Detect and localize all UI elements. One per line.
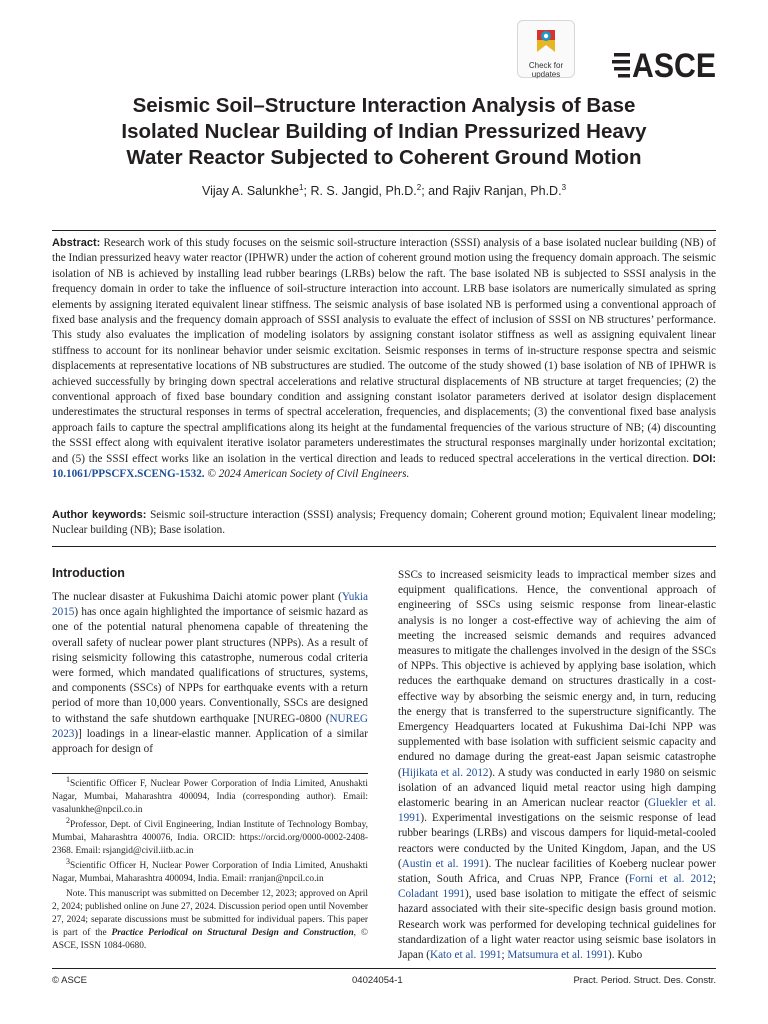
submission-note: [52, 888, 368, 953]
citation-link[interactable]: Yukia 2015: [52, 591, 368, 619]
text-run: ). A study was conducted in early 1980 on seismic isolation of an advanced liquid metal reactor using high damping elastomeric bearing in an American nuclear reactor (: [398, 766, 716, 810]
text-run: The nuclear disaster at Fukushima Daichi atomic power plant (: [52, 591, 342, 603]
text-run: )] loadings in a linear-elastic manner. Application of a similar approach for design of: [52, 727, 368, 756]
abstract-label: Abstract:: [52, 237, 101, 249]
check-for-updates-badge[interactable]: [517, 20, 575, 78]
doi-link[interactable]: 10.1061/PPSCFX.SCENG-1532.: [52, 468, 205, 481]
citation-link[interactable]: Forni et al. 2012: [628, 873, 713, 886]
citation-link[interactable]: Gluekler et al. 1991: [398, 797, 716, 825]
footer-rule: [52, 968, 716, 969]
abstract-body: Research work of this study focuses on the seismic soil-structure interaction (SSSI) analysis of a base isolated nuclear building (NB) of the Indian pressurized heavy water reactor (IPHWR) under the action of coherent ground motion using the frequency domain approach. The seismic isolation of NB is achieved by installing lead rubber bearings (LRBs) below the raft. The base isolated NB is subjected to SSSI analysis in the frequency domain in order to take the influence of soil-structure interaction into account. LRB base isolators are numerically simulated as spring elements by assigning iterated equivalent linear stiffness. The seismic analysis of base isolated NB is performed using a conventional approach of fixed base analysis and the frequency domain approach of SSSI analysis to evaluate the effect of inclusion of SSSI on NB structures’ performance. This study also evaluates the implication of modeling isolators by assigning constant isolator stiffness as well as assigning equivalent linear stiffness to account for its nonlinear behavior under seismic excitation. Seismic responses in terms of in-structure response spectra and seismic displacements at representative locations of NB substructures are studied. The outcome of the study showed (1) base isolation of NB of IPHWR is achieved successfully by bringing down spectral accelerations and relative structural displacements of NB structure at target frequencies; (2) the conventional approach of fixed base boundary condition and assigning constant isolator parameters derived at isolator design displacement underestimates the structural responses in terms of spectral acceleration, frequencies, and displacements; (3) the conventional fixed base analysis approach fails to capture the spectral amplifications along its height at the fundamental frequencies of the various structure of NB; (4) discounting the SSSI effect along with equivalent iterative isolator parameters underestimates the structural responses marginally under horizontal excitation; and (5) the SSSI effect works like an isolation in the vertical direction and leads to reduced spectral accelerations in the vertical direction.: [52, 237, 716, 465]
author-list: [64, 184, 704, 198]
text-run: ) has once again highlighted the importance of seismic hazard as one of the potential natural phenomena capable of threatening the overall safety of nuclear power plant structures (NPPs). As a result of rising seismicity following this catastrophe, numerous codal criteria were formed, which mandated qualifications of structures, systems, and components (SSCs) of NPPs for earthquake events with a return period of more than 10,000 years. Conventionally, SSCs are designed to withstand the safe shutdown earthquake [NUREG-0800 (: [52, 606, 368, 725]
abstract: [52, 236, 716, 483]
page-number: 04024054-1: [352, 975, 403, 986]
title-line-2: Isolated Nuclear Building of Indian Pressurized Heavy: [121, 120, 647, 143]
section-heading-introduction: Introduction: [52, 566, 125, 580]
asce-logo: [612, 44, 716, 85]
text-run: ). The nuclear facilities of Koeberg nuclear power station, South Africa, and Cruas NPP, France (: [398, 857, 716, 886]
footnote-text: Professor, Dept. of Civil Engineering, Indian Institute of Technology Bombay, Mumbai, Maharashtra 400076, India. ORCID: https://orcid.org/0000-0002-2408-2368. Email: rsjangid@civil.iitb.ac.in: [52, 820, 368, 856]
text-run: SSCs to increased seismicity leads to impractical member sizes and equipment qualifications. Hence, the conventional approach of engineering of SSCs using seismic response from linear-elastic analysis is no longer a cost-effective way of achieving the aim of meeting the increased seismic demands and requires advanced measures to mitigate the challenges involved in the design of the SSCs of NPPs. This objective is achieved by applying base isolation, which reduces the earthquake demand on structures drastically in a cost-effective way by absorbing the seismic energy and, in turn, reducing the energy that is transferred to the superstructure significantly. The Emergency Headquarters located at Fukushima Dai-Ichi NPP was supplemented with base isolation with sufficient seismic capacity and endured no damage during the great-east Japan seismic catastrophe (: [398, 569, 716, 779]
author-keywords: [52, 508, 716, 539]
copyright-line: © 2024 American Society of Civil Engineers.: [207, 468, 410, 481]
abstract-top-rule: [52, 230, 716, 231]
citation-link[interactable]: Coladant 1991: [398, 888, 466, 901]
note-text: Note. This manuscript was submitted on December 12, 2023; approved on April 2, 2024; published online on June 27, 2024. Discussion period open until November 27, 2024; separate discussions must be submitted for individual papers. This paper is part of the: [52, 889, 368, 938]
intro-paragraph: [52, 590, 368, 757]
footnote-2: [52, 815, 368, 858]
affiliation-mark: 3: [561, 182, 567, 192]
author-name: Vijay A. Salunkhe: [201, 184, 300, 198]
citation-link[interactable]: Kato et al. 1991: [430, 949, 502, 962]
text-run: ;: [501, 949, 508, 962]
paper-title: [64, 93, 704, 171]
body-paragraph: [398, 568, 716, 963]
footnote-mark: 1: [66, 774, 70, 784]
footnote-3: [52, 856, 368, 886]
citation-link[interactable]: Matsumura et al. 1991: [507, 949, 609, 962]
citation-link[interactable]: Hijikata et al. 2012: [401, 766, 489, 779]
doi-label: DOI:: [692, 452, 716, 465]
text-run: ), used base isolation to mitigate the effect of seismic hazard associated with their site-specific design basis ground motion. Research work was performed for developing technical guidelines for standardization of a light water reactor using seismic base isolators in Japan (: [398, 888, 716, 962]
title-line-3: Water Reactor Subjected to Coherent Ground Motion: [126, 146, 642, 169]
affiliation-mark: 2: [416, 182, 422, 192]
note-text: , © ASCE, ISSN 1084-0680.: [52, 928, 368, 951]
footnote-mark: 2: [66, 815, 70, 825]
footnote-text: Scientific Officer H, Nuclear Power Corporation of India Limited, Anushakti Nagar, Mumbai, Maharashtra 400094, India. Email: rranjan@npcil.co.in: [52, 861, 368, 884]
affiliation-mark: 1: [299, 182, 304, 192]
citation-link[interactable]: NUREG 2023: [52, 712, 368, 740]
keywords-body: Seismic soil-structure interaction (SSSI) analysis; Frequency domain; Coherent ground motion; Equivalent linear modeling; Nuclear building (NB); Base isolation.: [52, 509, 717, 537]
crossmark-icon: [533, 26, 559, 54]
footnote-rule: [52, 773, 368, 774]
text-run: ). Experimental investigations on the seismic response of lead rubber bearings (LRBs) and viscous dampers for liquid-metal-cooled reactors were conducted by the United Kingdom, Japan, and the US (: [398, 812, 716, 870]
citation-link[interactable]: Austin et al. 1991: [401, 857, 485, 870]
keywords-label: Author keywords:: [52, 509, 147, 521]
left-column: [52, 566, 368, 757]
keywords-bottom-rule: [52, 546, 716, 547]
text-run: ). Kubo: [608, 949, 643, 962]
check-updates-label: Check for updates: [528, 61, 564, 79]
title-line-1: Seismic Soil–Structure Interaction Analysis of Base: [132, 94, 636, 117]
asce-logo-text: ASCE: [632, 47, 716, 85]
journal-name: Practice Periodical on Structural Design and Construction: [111, 928, 354, 938]
author-name: ; and Rajiv Ranjan, Ph.D.: [421, 184, 562, 198]
footnote-mark: 3: [66, 856, 70, 866]
footnote-1: [52, 774, 368, 817]
footer-copyright: © ASCE: [52, 975, 87, 986]
footnotes: [52, 774, 368, 955]
footnote-text: Scientific Officer F, Nuclear Power Corporation of India Limited, Anushakti Nagar, Mumbai, Maharashtra 400094, India (corresponding author). Email: vasalunkhe@npcil.co.in: [52, 779, 368, 815]
text-run: ;: [712, 873, 716, 886]
right-column: [398, 568, 716, 963]
journal-abbrev: Pract. Period. Struct. Des. Constr.: [573, 975, 716, 986]
author-name: ; R. S. Jangid, Ph.D.: [303, 184, 417, 198]
